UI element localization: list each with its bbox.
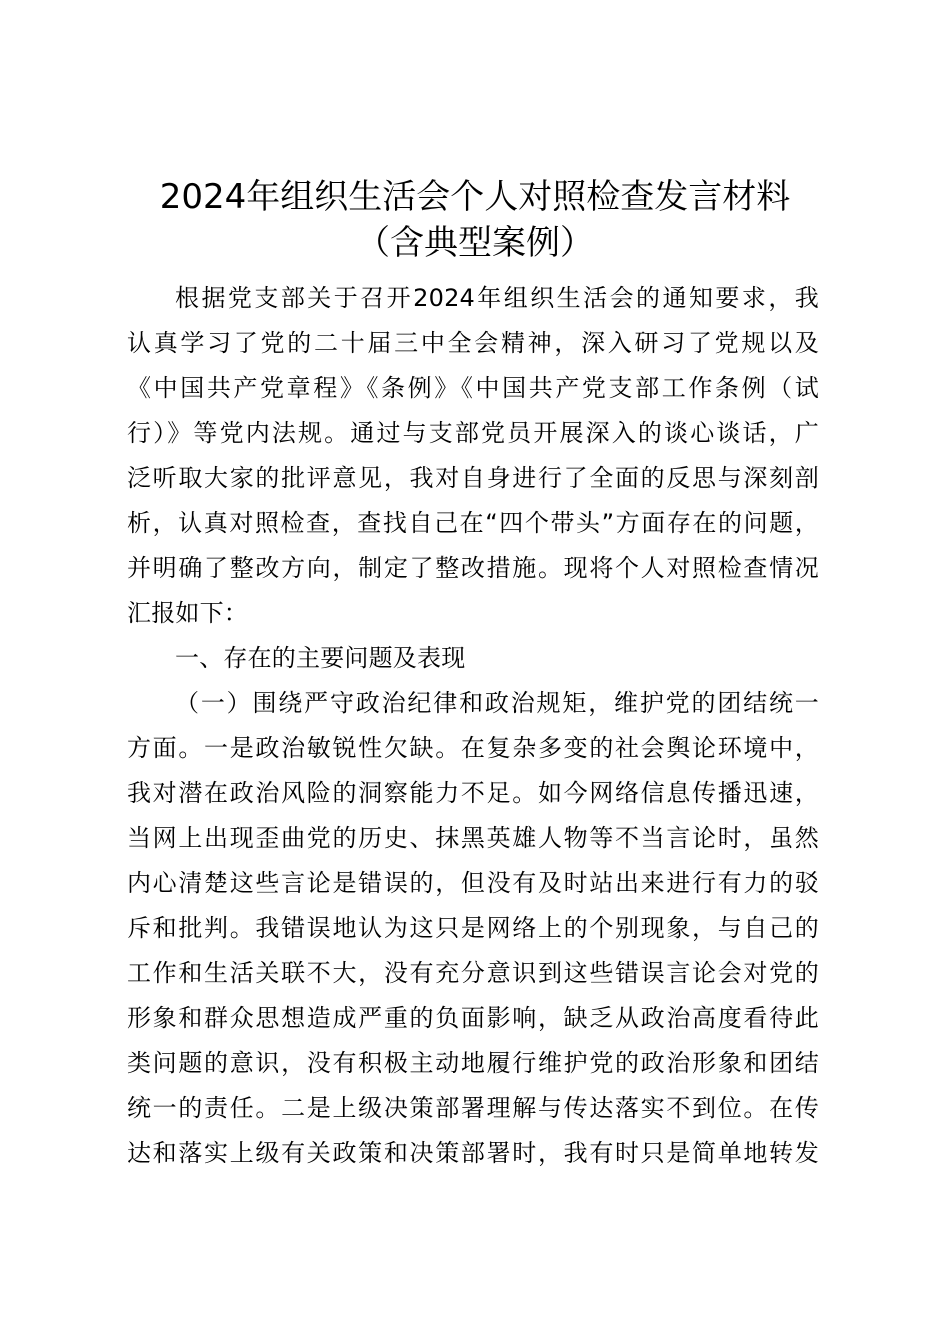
paragraph-line: 工作和生活关联不大，没有充分意识到这些错误言论会对党的 <box>127 959 819 987</box>
paragraph-line: 形象和群众思想造成严重的负面影响，缺乏从政治高度看待此 <box>127 1004 819 1032</box>
paragraph-line: 行）》等党内法规。通过与支部党员开展深入的谈心谈话，广 <box>127 419 819 447</box>
document-subtitle: （含典型案例） <box>356 223 594 263</box>
paragraph-line: 当网上出现歪曲党的历史、抹黑英雄人物等不当言论时，虽然 <box>127 824 819 852</box>
paragraph-line: 认真学习了党的二十届三中全会精神，深入研习了党规以及 <box>127 329 819 357</box>
paragraph-line: 汇报如下： <box>127 599 248 627</box>
paragraph-line: 统一的责任。二是上级决策部署理解与传达落实不到位。在传 <box>127 1094 819 1122</box>
paragraph-line: 泛听取大家的批评意见，我对自身进行了全面的反思与深刻剖 <box>127 464 819 492</box>
paragraph-line: 类问题的意识，没有积极主动地履行维护党的政治形象和团结 <box>127 1049 819 1077</box>
paragraph-line: 方面。一是政治敏锐性欠缺。在复杂多变的社会舆论环境中， <box>127 734 819 762</box>
paragraph-line: 达和落实上级有关政策和决策部署时，我有时只是简单地转发 <box>127 1139 819 1167</box>
paragraph-line: 内心清楚这些言论是错误的，但没有及时站出来进行有力的驳 <box>127 869 819 897</box>
paragraph-line: 斥和批判。我错误地认为这只是网络上的个别现象，与自己的 <box>127 914 819 942</box>
document-title: 2024年组织生活会个人对照检查发言材料 <box>159 177 791 217</box>
paragraph-line: 《中国共产党章程》《条例》《中国共产党支部工作条例（试 <box>127 374 819 402</box>
paragraph-line: （一）围绕严守政治纪律和政治规矩，维护党的团结统一 <box>175 689 819 717</box>
section-heading: 一、存在的主要问题及表现 <box>175 644 466 672</box>
paragraph-line: 我对潜在政治风险的洞察能力不足。如今网络信息传播迅速， <box>127 779 819 807</box>
paragraph-line: 析，认真对照检查，查找自己在“四个带头”方面存在的问题， <box>127 509 819 537</box>
paragraph-line: 并明确了整改方向，制定了整改措施。现将个人对照检查情况 <box>127 554 819 582</box>
paragraph-line: 根据党支部关于召开2024年组织生活会的通知要求，我 <box>175 284 819 312</box>
